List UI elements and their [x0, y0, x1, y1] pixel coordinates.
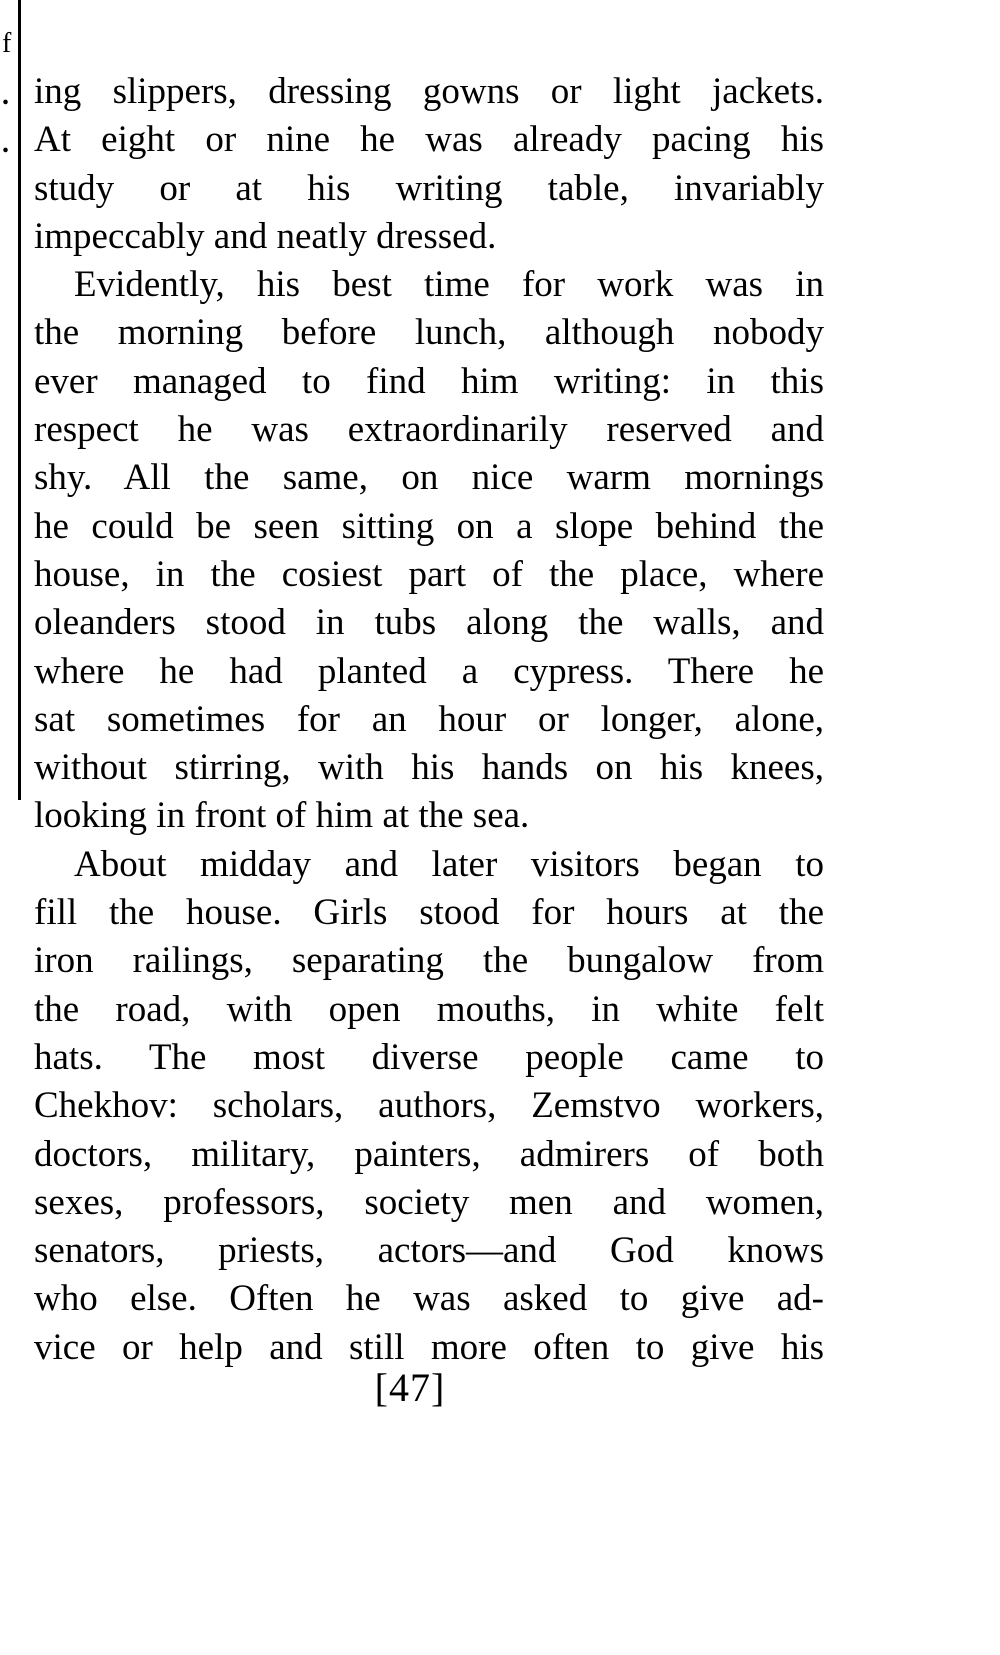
text-line: At eight or nine he was already pacing his: [34, 119, 824, 161]
text-line: iron railings, separating the bungalow from: [34, 940, 824, 982]
edge-mark: .: [2, 128, 9, 159]
text-line: Evidently, his best time for work was in: [74, 264, 824, 306]
text-line: the road, with open mouths, in white felt: [34, 988, 824, 1030]
text-line: Chekhov: scholars, authors, Zemstvo workers,: [34, 1085, 824, 1127]
edge-mark: f: [2, 28, 12, 59]
body-text: [34, 68, 824, 1372]
binding-edge-rule: [18, 0, 21, 800]
text-line: ing slippers, dressing gowns or light jackets.: [34, 71, 824, 112]
text-line: he could be seen sitting on a slope behind the: [34, 505, 824, 547]
text-line: the morning before lunch, although nobody: [34, 312, 824, 354]
text-line: study or at his writing table, invariably: [34, 167, 824, 209]
text-line: where he had planted a cypress. There he: [34, 650, 824, 692]
text-line: shy. All the same, on nice warm mornings: [34, 457, 824, 499]
text-line: hats. The most diverse people came to: [34, 1036, 824, 1078]
text-line: who else. Often he was asked to give ad-: [34, 1278, 824, 1320]
text-line: without stirring, with his hands on his knees,: [34, 747, 824, 789]
text-line: looking in front of him at the sea.: [34, 795, 530, 837]
text-line: respect he was extraordinarily reserved and: [34, 409, 824, 451]
text-line: sexes, professors, society men and women,: [34, 1181, 824, 1223]
text-line: fill the house. Girls stood for hours at the: [34, 892, 824, 934]
page-number: [47]: [374, 1365, 446, 1410]
text-line: house, in the cosiest part of the place, where: [34, 553, 824, 595]
text-line: doctors, military, painters, admirers of both: [34, 1133, 824, 1175]
text-line: vice or help and still more often to give his: [34, 1326, 824, 1368]
text-line: sat sometimes for an hour or longer, alone,: [34, 698, 824, 740]
text-line: ever managed to find him writing: in this: [34, 360, 824, 402]
text-line: oleanders stood in tubs along the walls, and: [34, 602, 824, 644]
text-line: impeccably and neatly dressed.: [34, 215, 497, 257]
text-line: About midday and later visitors began to: [74, 843, 824, 885]
text-line: senators, priests, actors—and God knows: [34, 1230, 824, 1272]
edge-mark: .: [2, 80, 9, 111]
